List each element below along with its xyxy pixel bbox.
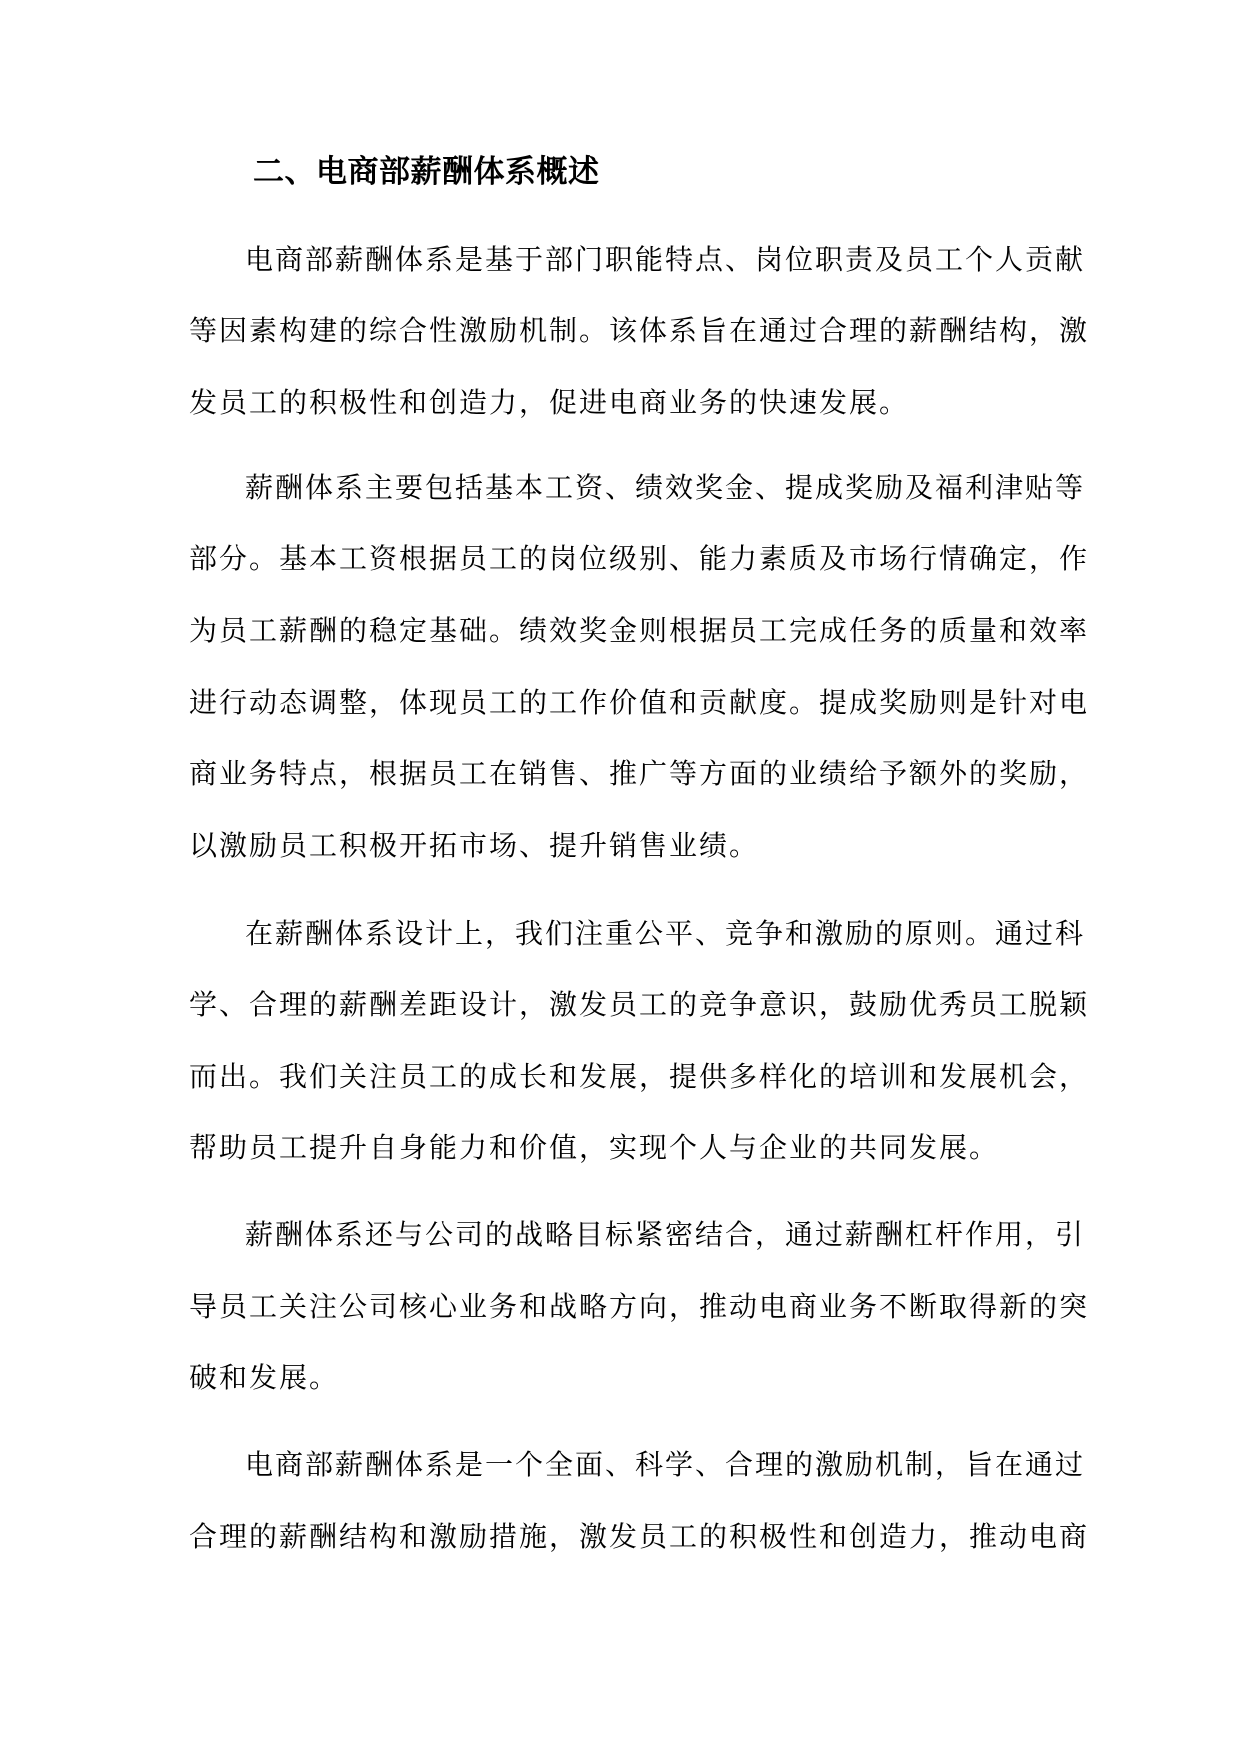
paragraph-line: 薪酬体系还与公司的战略目标紧密结合，通过薪酬杠杆作用，引 bbox=[245, 1218, 1086, 1251]
paragraph-line: 而出。我们关注员工的成长和发展，提供多样化的培训和发展机会， bbox=[189, 1060, 1090, 1093]
paragraph-line: 为员工薪酬的稳定基础。绩效奖金则根据员工完成任务的质量和效率 bbox=[189, 614, 1090, 647]
paragraph-line: 薪酬体系主要包括基本工资、绩效奖金、提成奖励及福利津贴等 bbox=[245, 471, 1086, 504]
paragraph-line: 进行动态调整，体现员工的工作价值和贡献度。提成奖励则是针对电 bbox=[189, 686, 1090, 719]
paragraph-line: 导员工关注公司核心业务和战略方向，推动电商业务不断取得新的突 bbox=[189, 1290, 1090, 1323]
paragraph-line: 合理的薪酬结构和激励措施，激发员工的积极性和创造力，推动电商 bbox=[189, 1520, 1090, 1553]
paragraph-line: 部分。基本工资根据员工的岗位级别、能力素质及市场行情确定，作 bbox=[189, 542, 1090, 575]
paragraph-line: 以激励员工积极开拓市场、提升销售业绩。 bbox=[189, 829, 760, 862]
paragraph-line: 学、合理的薪酬差距设计，激发员工的竞争意识，鼓励优秀员工脱颖 bbox=[189, 988, 1090, 1021]
paragraph-line: 商业务特点，根据员工在销售、推广等方面的业绩给予额外的奖励， bbox=[189, 757, 1090, 790]
paragraph-line: 发员工的积极性和创造力，促进电商业务的快速发展。 bbox=[189, 386, 910, 419]
paragraph-line: 破和发展。 bbox=[189, 1361, 340, 1394]
paragraph-line: 电商部薪酬体系是基于部门职能特点、岗位职责及员工个人贡献 bbox=[245, 243, 1086, 276]
paragraph-line: 等因素构建的综合性激励机制。该体系旨在通过合理的薪酬结构，激 bbox=[189, 314, 1090, 347]
paragraph-line: 在薪酬体系设计上，我们注重公平、竞争和激励的原则。通过科 bbox=[245, 917, 1086, 950]
paragraph-line: 电商部薪酬体系是一个全面、科学、合理的激励机制，旨在通过 bbox=[245, 1448, 1086, 1481]
paragraph-line: 帮助员工提升自身能力和价值，实现个人与企业的共同发展。 bbox=[189, 1131, 1000, 1164]
section-heading: 二、电商部薪酬体系概述 bbox=[253, 154, 600, 190]
